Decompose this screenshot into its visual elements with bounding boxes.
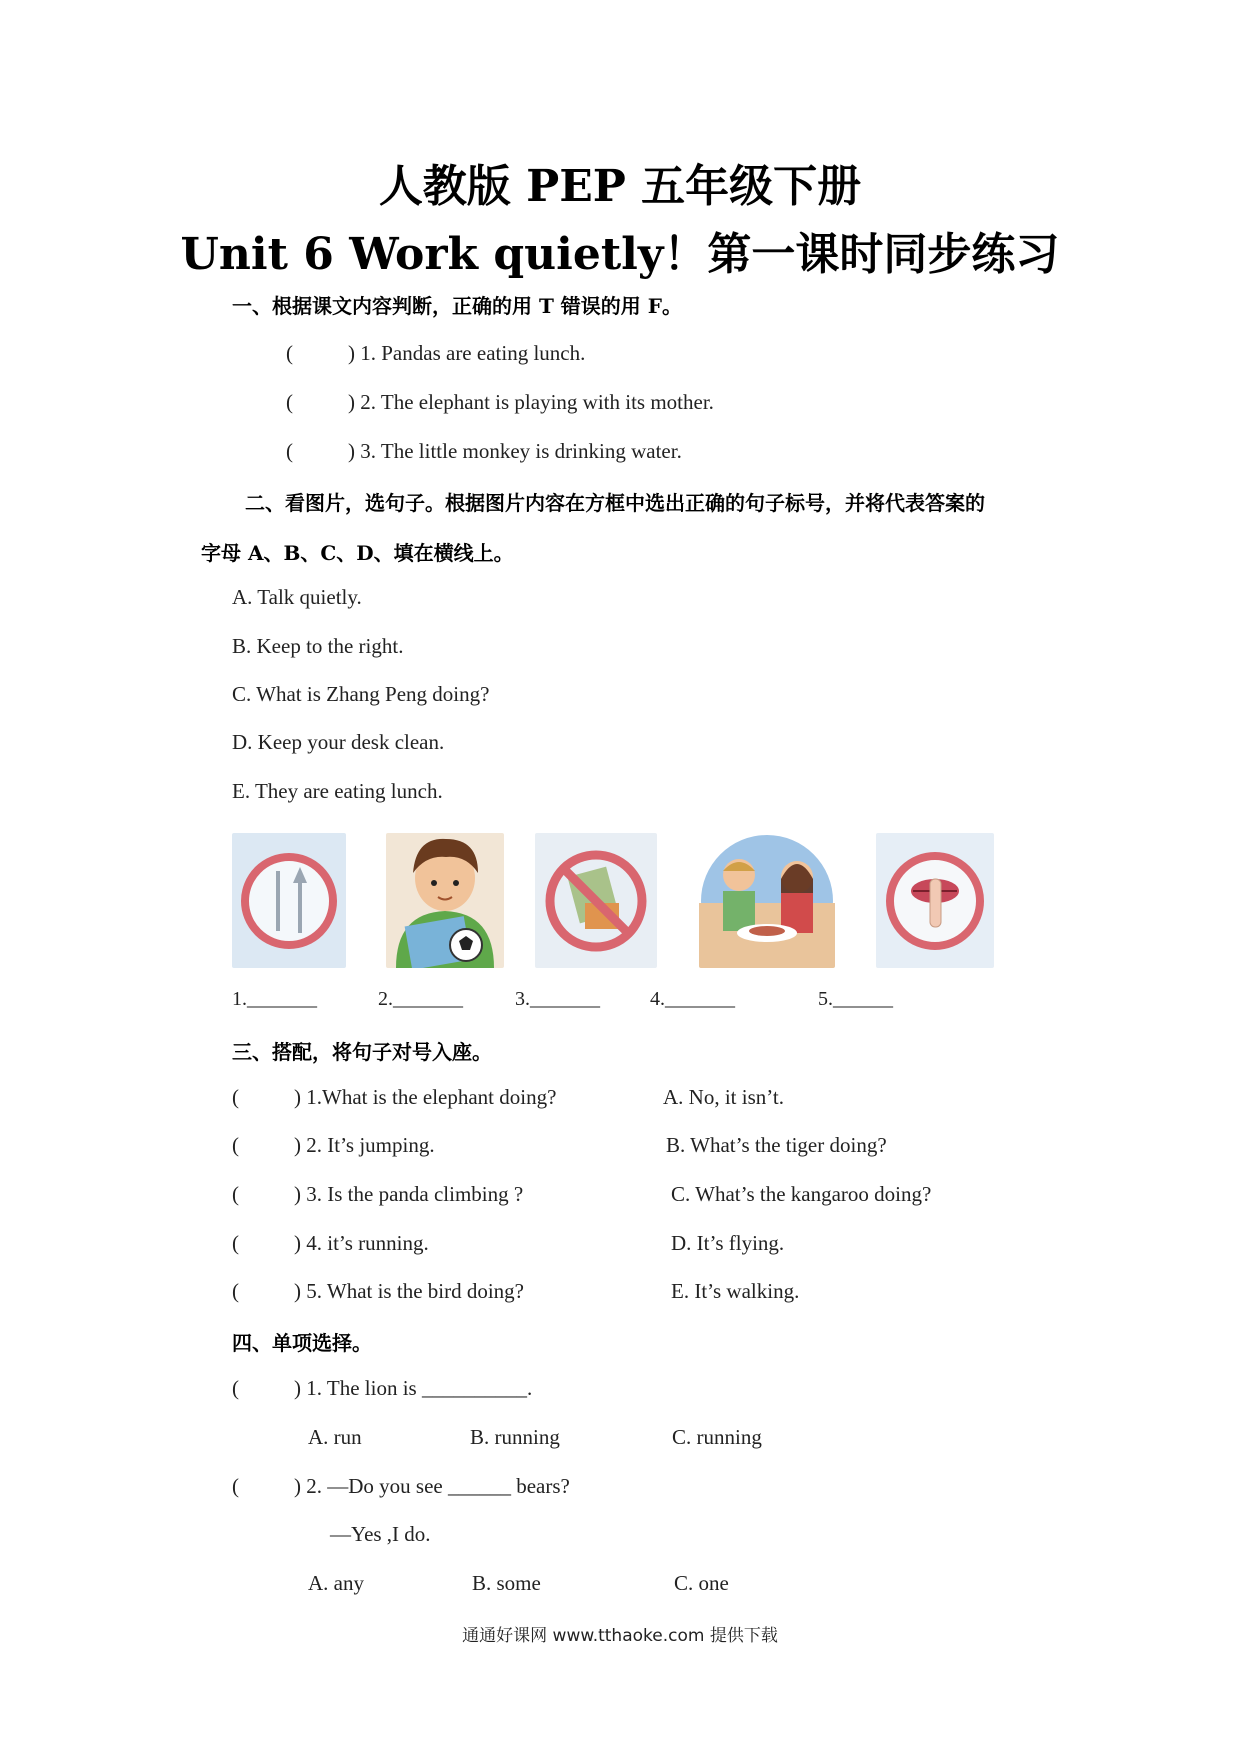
question-stem: 2. —Do you see ______ bears? bbox=[306, 1474, 570, 1498]
match-right-e: E. It’s walking. bbox=[671, 1279, 800, 1303]
section1-item-1 bbox=[286, 341, 585, 366]
match-left-2 bbox=[232, 1133, 435, 1158]
section2-option-c: C. What is Zhang Peng doing? bbox=[232, 682, 490, 706]
answer-paren-close: ) bbox=[294, 1279, 301, 1303]
answer-paren-open: ( bbox=[232, 1279, 239, 1303]
talk-quietly-sign-picture bbox=[876, 833, 994, 968]
section2-option-e: E. They are eating lunch. bbox=[232, 779, 443, 803]
section2-option-b: B. Keep to the right. bbox=[232, 634, 404, 658]
picture-blank-5[interactable]: 5.______ bbox=[818, 988, 893, 1010]
answer-paren-close: ) bbox=[294, 1085, 301, 1109]
answer-paren-open: ( bbox=[232, 1133, 239, 1157]
boy-reading-picture bbox=[386, 833, 504, 968]
question-stem: 1. The lion is __________. bbox=[306, 1376, 533, 1400]
q1-option-a: A. run bbox=[308, 1425, 362, 1449]
section2-option-d: D. Keep your desk clean. bbox=[232, 730, 445, 754]
match-right-b: B. What’s the tiger doing? bbox=[666, 1133, 887, 1157]
q1-option-c: C. running bbox=[672, 1425, 762, 1449]
section1-item-text: 1. Pandas are eating lunch. bbox=[360, 341, 586, 365]
section2-heading-line1: 二、看图片，选句子。根据图片内容在方框中选出正确的句子标号，并将代表答案的 bbox=[245, 491, 985, 515]
match-left-1 bbox=[232, 1085, 556, 1110]
answer-paren-open: ( bbox=[232, 1231, 239, 1255]
answer-paren-open: ( bbox=[286, 390, 293, 414]
match-right-c: C. What’s the kangaroo doing? bbox=[671, 1182, 932, 1206]
match-left-text: 1.What is the elephant doing? bbox=[306, 1085, 557, 1109]
section1-item-2 bbox=[286, 390, 714, 415]
match-left-text: 3. Is the panda climbing ? bbox=[306, 1182, 524, 1206]
answer-paren-open: ( bbox=[286, 341, 293, 365]
match-right-a: A. No, it isn’t. bbox=[663, 1085, 784, 1109]
answer-paren-close: ) bbox=[294, 1376, 301, 1400]
match-left-text: 4. it’s running. bbox=[306, 1231, 429, 1255]
section2-heading-line2: 字母 A、B、C、D、填在横线上。 bbox=[201, 541, 514, 565]
answer-paren-close: ) bbox=[294, 1182, 301, 1206]
answer-paren-close: ) bbox=[348, 341, 355, 365]
q2-reply: —Yes ,I do. bbox=[330, 1522, 431, 1546]
picture-blank-1[interactable]: 1._______ bbox=[232, 988, 317, 1010]
section1-item-text: 2. The elephant is playing with its mother. bbox=[360, 390, 714, 414]
match-left-text: 2. It’s jumping. bbox=[306, 1133, 435, 1157]
answer-paren-close: ) bbox=[294, 1474, 301, 1498]
page-title-line1: 人教版 PEP 五年级下册 bbox=[378, 161, 862, 212]
answer-paren-close: ) bbox=[294, 1133, 301, 1157]
answer-paren-close: ) bbox=[348, 439, 355, 463]
answer-paren-close: ) bbox=[348, 390, 355, 414]
match-left-3 bbox=[232, 1182, 523, 1207]
match-left-text: 5. What is the bird doing? bbox=[306, 1279, 524, 1303]
page-title-line2: Unit 6 Work quietly！第一课时同步练习 bbox=[180, 229, 1060, 280]
q1-option-b: B. running bbox=[470, 1425, 560, 1449]
picture-blank-2[interactable]: 2._______ bbox=[378, 988, 463, 1010]
q2-option-b: B. some bbox=[472, 1571, 541, 1595]
section2-option-a: A. Talk quietly. bbox=[232, 585, 362, 609]
match-right-d: D. It’s flying. bbox=[671, 1231, 785, 1255]
choice-question-2 bbox=[232, 1474, 570, 1499]
section1-item-text: 3. The little monkey is drinking water. bbox=[360, 439, 682, 463]
keep-right-sign-picture bbox=[232, 833, 346, 968]
eating-lunch-picture bbox=[699, 833, 835, 968]
no-litter-sign-picture bbox=[535, 833, 657, 968]
section4-heading: 四、单项选择。 bbox=[232, 1331, 372, 1355]
answer-paren-open: ( bbox=[232, 1376, 239, 1400]
match-left-5 bbox=[232, 1279, 524, 1304]
q2-option-c: C. one bbox=[674, 1571, 729, 1595]
page-footer: 通通好课网 www.tthaoke.com 提供下载 bbox=[462, 1626, 778, 1646]
answer-paren-close: ) bbox=[294, 1231, 301, 1255]
section1-item-3 bbox=[286, 439, 682, 464]
picture-blank-3[interactable]: 3._______ bbox=[515, 988, 600, 1010]
section1-heading: 一、根据课文内容判断，正确的用 T 错误的用 F。 bbox=[232, 294, 682, 318]
section3-heading: 三、搭配，将句子对号入座。 bbox=[232, 1040, 492, 1064]
answer-paren-open: ( bbox=[232, 1182, 239, 1206]
answer-paren-open: ( bbox=[232, 1085, 239, 1109]
answer-paren-open: ( bbox=[232, 1474, 239, 1498]
choice-question-1 bbox=[232, 1376, 532, 1401]
picture-blank-4[interactable]: 4._______ bbox=[650, 988, 735, 1010]
answer-paren-open: ( bbox=[286, 439, 293, 463]
q2-option-a: A. any bbox=[308, 1571, 364, 1595]
match-left-4 bbox=[232, 1231, 429, 1256]
